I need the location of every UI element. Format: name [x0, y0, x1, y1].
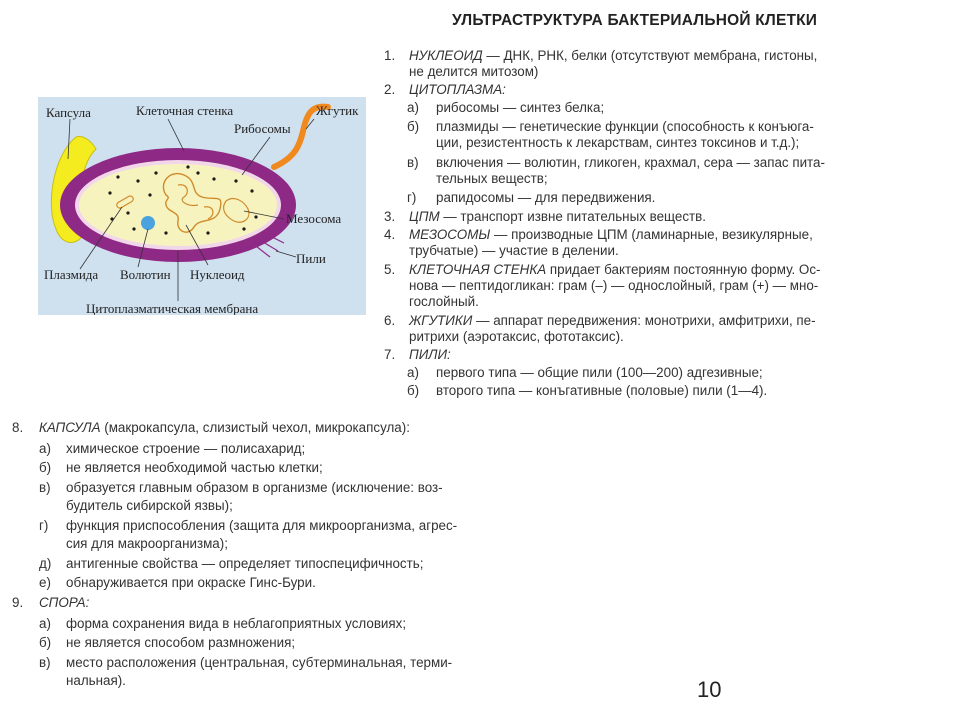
- item-continuation: не делится митозом): [409, 64, 539, 79]
- item-continuation: будитель сибирской язвы);: [66, 498, 233, 513]
- term: СПОРА:: [39, 595, 90, 610]
- list-item: включения — волютин, гликоген, крахмал, сера — запас пита-: [436, 155, 825, 170]
- list-item: второго типа — конъгативные (половые) пили (1—4).: [436, 383, 768, 398]
- term: КЛЕТОЧНАЯ СТЕНКА: [409, 262, 547, 277]
- item-number: в): [39, 655, 51, 670]
- item-number: 3.: [384, 209, 396, 224]
- label-volutin: Волютин: [120, 267, 171, 282]
- term: КАПСУЛА: [39, 420, 101, 435]
- item-number: а): [39, 441, 51, 456]
- list-item: обнаруживается при окраске Гинс-Бури.: [66, 575, 316, 590]
- list-item: рибосомы — синтез белка;: [436, 100, 605, 115]
- item-number: б): [39, 635, 52, 650]
- cytoplasm-shape: [79, 164, 277, 246]
- item-number: в): [39, 480, 51, 495]
- item-text: — аппарат передвижения: монотрихи, амфитрихи, пе-: [472, 313, 816, 328]
- item-continuation: трубчатые) — участие в делении.: [409, 243, 619, 258]
- term: МЕЗОСОМЫ: [409, 227, 491, 242]
- item-text: — производные ЦПМ (ламинарные, везикулярные,: [490, 227, 813, 242]
- list-item: [409, 262, 820, 278]
- item-number: д): [39, 556, 52, 571]
- list-item: [409, 48, 817, 64]
- list-item: функция приспособления (защита для микроорганизма, агрес-: [66, 518, 458, 533]
- item-number: б): [407, 383, 420, 398]
- label-flagellum: Жгутик: [316, 103, 359, 118]
- item-number: г): [407, 190, 417, 205]
- page-number: 10: [697, 677, 722, 702]
- item-text: придает бактериям постоянную форму. Ос-: [546, 262, 821, 277]
- item-continuation: гослойный.: [409, 294, 479, 309]
- label-plasmid: Плазмида: [44, 267, 99, 282]
- item-number: 9.: [12, 595, 24, 610]
- term: ПИЛИ:: [409, 347, 451, 362]
- list-item: рапидосомы — для передвижения.: [436, 190, 656, 205]
- item-number: 6.: [384, 313, 396, 328]
- list-item: образуется главным образом в организме (исключение: воз-: [66, 480, 443, 495]
- label-cell-wall: Клеточная стенка: [136, 103, 234, 118]
- item-continuation: нова — пептидогликан: грам (–) — однослойный, грам (+) — мно-: [409, 278, 819, 293]
- list-item: [409, 227, 813, 243]
- item-number: 4.: [384, 227, 396, 242]
- item-number: а): [407, 365, 419, 380]
- list-item: [409, 209, 706, 225]
- list-item: первого типа — общие пили (100—200) адгезивные;: [436, 365, 763, 380]
- bacterial-cell-diagram: [38, 97, 366, 315]
- list-item: [409, 347, 451, 363]
- volutin-shape: [141, 216, 155, 230]
- item-text: — транспорт извне питательных веществ.: [439, 209, 707, 224]
- label-ribosomes: Рибосомы: [234, 121, 291, 136]
- item-text: (макрокапсула, слизистый чехол, микрокапсула):: [100, 420, 410, 435]
- item-number: 2.: [384, 82, 396, 97]
- term: ЖГУТИКИ: [409, 313, 473, 328]
- label-membrane: Цитоплазматическая мембрана: [86, 301, 259, 315]
- list-item: не является необходимой частью клетки;: [66, 460, 323, 475]
- item-continuation: нальная).: [66, 673, 126, 688]
- list-item: место расположения (центральная, субтерминальная, терми-: [66, 655, 453, 670]
- item-number: 8.: [12, 420, 24, 435]
- item-number: 1.: [384, 48, 396, 63]
- item-number: 7.: [384, 347, 396, 362]
- list-item: химическое строение — полисахарид;: [66, 441, 306, 456]
- list-item: плазмиды — генетические функции (способность к конъюга-: [436, 119, 814, 134]
- list-item: [39, 420, 410, 436]
- item-continuation: тельных веществ;: [436, 171, 548, 186]
- list-item: форма сохранения вида в неблагоприятных условиях;: [66, 616, 407, 631]
- list-item: [409, 82, 506, 98]
- term: НУКЛЕОИД: [409, 48, 483, 63]
- label-mesosome: Мезосома: [286, 211, 342, 226]
- term: ЦПМ: [409, 209, 440, 224]
- item-continuation: ции, резистентность к лекарствам, синтез токсинов и т.д.);: [436, 135, 800, 150]
- item-number: б): [407, 119, 420, 134]
- item-continuation: сия для макроорганизма);: [66, 536, 228, 551]
- page-title: УЛЬТРАСТРУКТУРА БАКТЕРИАЛЬНОЙ КЛЕТКИ: [452, 12, 818, 29]
- item-continuation: ритрихи (аэротаксис, фототаксис).: [409, 329, 624, 344]
- label-pili: Пили: [296, 251, 326, 266]
- list-item: [39, 595, 89, 611]
- list-item: не является способом размножения;: [66, 635, 296, 650]
- list-item: антигенные свойства — определяет типоспецифичность;: [66, 556, 424, 571]
- label-capsule: Капсула: [46, 105, 91, 120]
- item-number: 5.: [384, 262, 396, 277]
- item-number: г): [39, 518, 49, 533]
- item-number: б): [39, 460, 52, 475]
- item-number: в): [407, 155, 419, 170]
- item-number: е): [39, 575, 51, 590]
- item-number: а): [39, 616, 51, 631]
- label-nucleoid: Нуклеоид: [190, 267, 245, 282]
- term: ЦИТОПЛАЗМА:: [409, 82, 506, 97]
- list-item: [409, 313, 816, 329]
- item-text: — ДНК, РНК, белки (отсутствуют мембрана, гистоны,: [482, 48, 818, 63]
- item-number: а): [407, 100, 419, 115]
